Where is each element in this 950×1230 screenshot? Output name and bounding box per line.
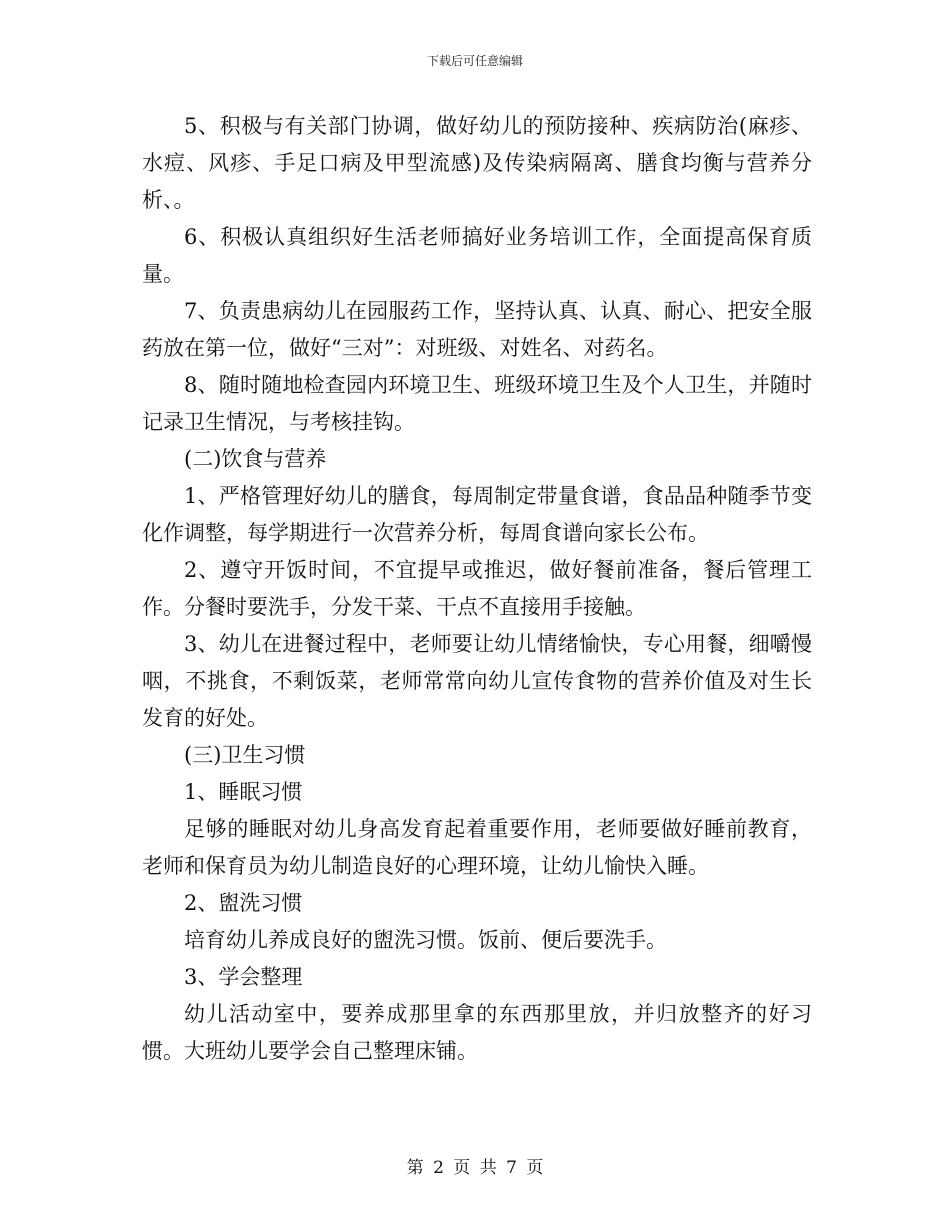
document-body [142, 108, 812, 1070]
paragraph-item-6-training: 6、积极认真组织好生活老师搞好业务培训工作，全面提高保育质量。 [142, 225, 812, 286]
paragraph-diet-1: 1、严格管理好幼儿的膳食，每周制定带量食谱，食品品种随季节变化作调整，每学期进行一次营养分析，每周食谱向家长公布。 [142, 484, 812, 545]
paragraph-tidying: 幼儿活动室中，要养成那里拿的东西那里放，并归放整齐的好习惯。大班幼儿要学会自己整理床铺。 [142, 1002, 812, 1063]
page-number-footer: 第 2 页 共 7 页 [406, 1158, 544, 1178]
paragraph-item-5-prevention: 5、积极与有关部门协调，做好幼儿的预防接种、疾病防治(麻疹、水痘、风疹、手足口病及甲型流感)及传染病隔离、膳食均衡与营养分析、。 [142, 114, 812, 212]
paragraph-washing-habits: 培育幼儿养成良好的盥洗习惯。饭前、便后要洗手。 [184, 928, 667, 952]
paragraph-item-7-medication: 7、负责患病幼儿在园服药工作，坚持认真、认真、耐心、把安全服药放在第一位，做好“三对”：对班级、对姓名、对药名。 [142, 299, 812, 360]
paragraph-diet-2: 2、遵守开饭时间，不宜提早或推迟，做好餐前准备，餐后管理工作。分餐时要洗手，分发干菜、干点不直接用手接触。 [142, 558, 812, 619]
section-heading-hygiene-habits: (三)卫生习惯 [184, 743, 306, 767]
paragraph-sleep-habits: 足够的睡眠对幼儿身高发育起着重要作用，老师要做好睡前教育，老师和保育员为幼儿制造良好的心理环境，让幼儿愉快入睡。 [142, 817, 812, 878]
subheading-sleep-habits: 1、睡眠习惯 [184, 780, 303, 804]
paragraph-diet-3: 3、幼儿在进餐过程中，老师要让幼儿情绪愉快，专心用餐，细嚼慢咽，不挑食，不剩饭菜，老师常常向幼儿宣传食物的营养价值及对生长发育的好处。 [142, 632, 812, 730]
section-heading-diet-nutrition: (二)饮食与营养 [184, 447, 327, 471]
page-header-note: 下载后可任意编辑 [426, 54, 523, 68]
subheading-tidying: 3、学会整理 [184, 965, 303, 989]
paragraph-item-8-hygiene-check: 8、随时随地检查园内环境卫生、班级环境卫生及个人卫生，并随时记录卫生情况，与考核挂钩。 [142, 373, 812, 434]
subheading-washing-habits: 2、盥洗习惯 [184, 891, 303, 915]
